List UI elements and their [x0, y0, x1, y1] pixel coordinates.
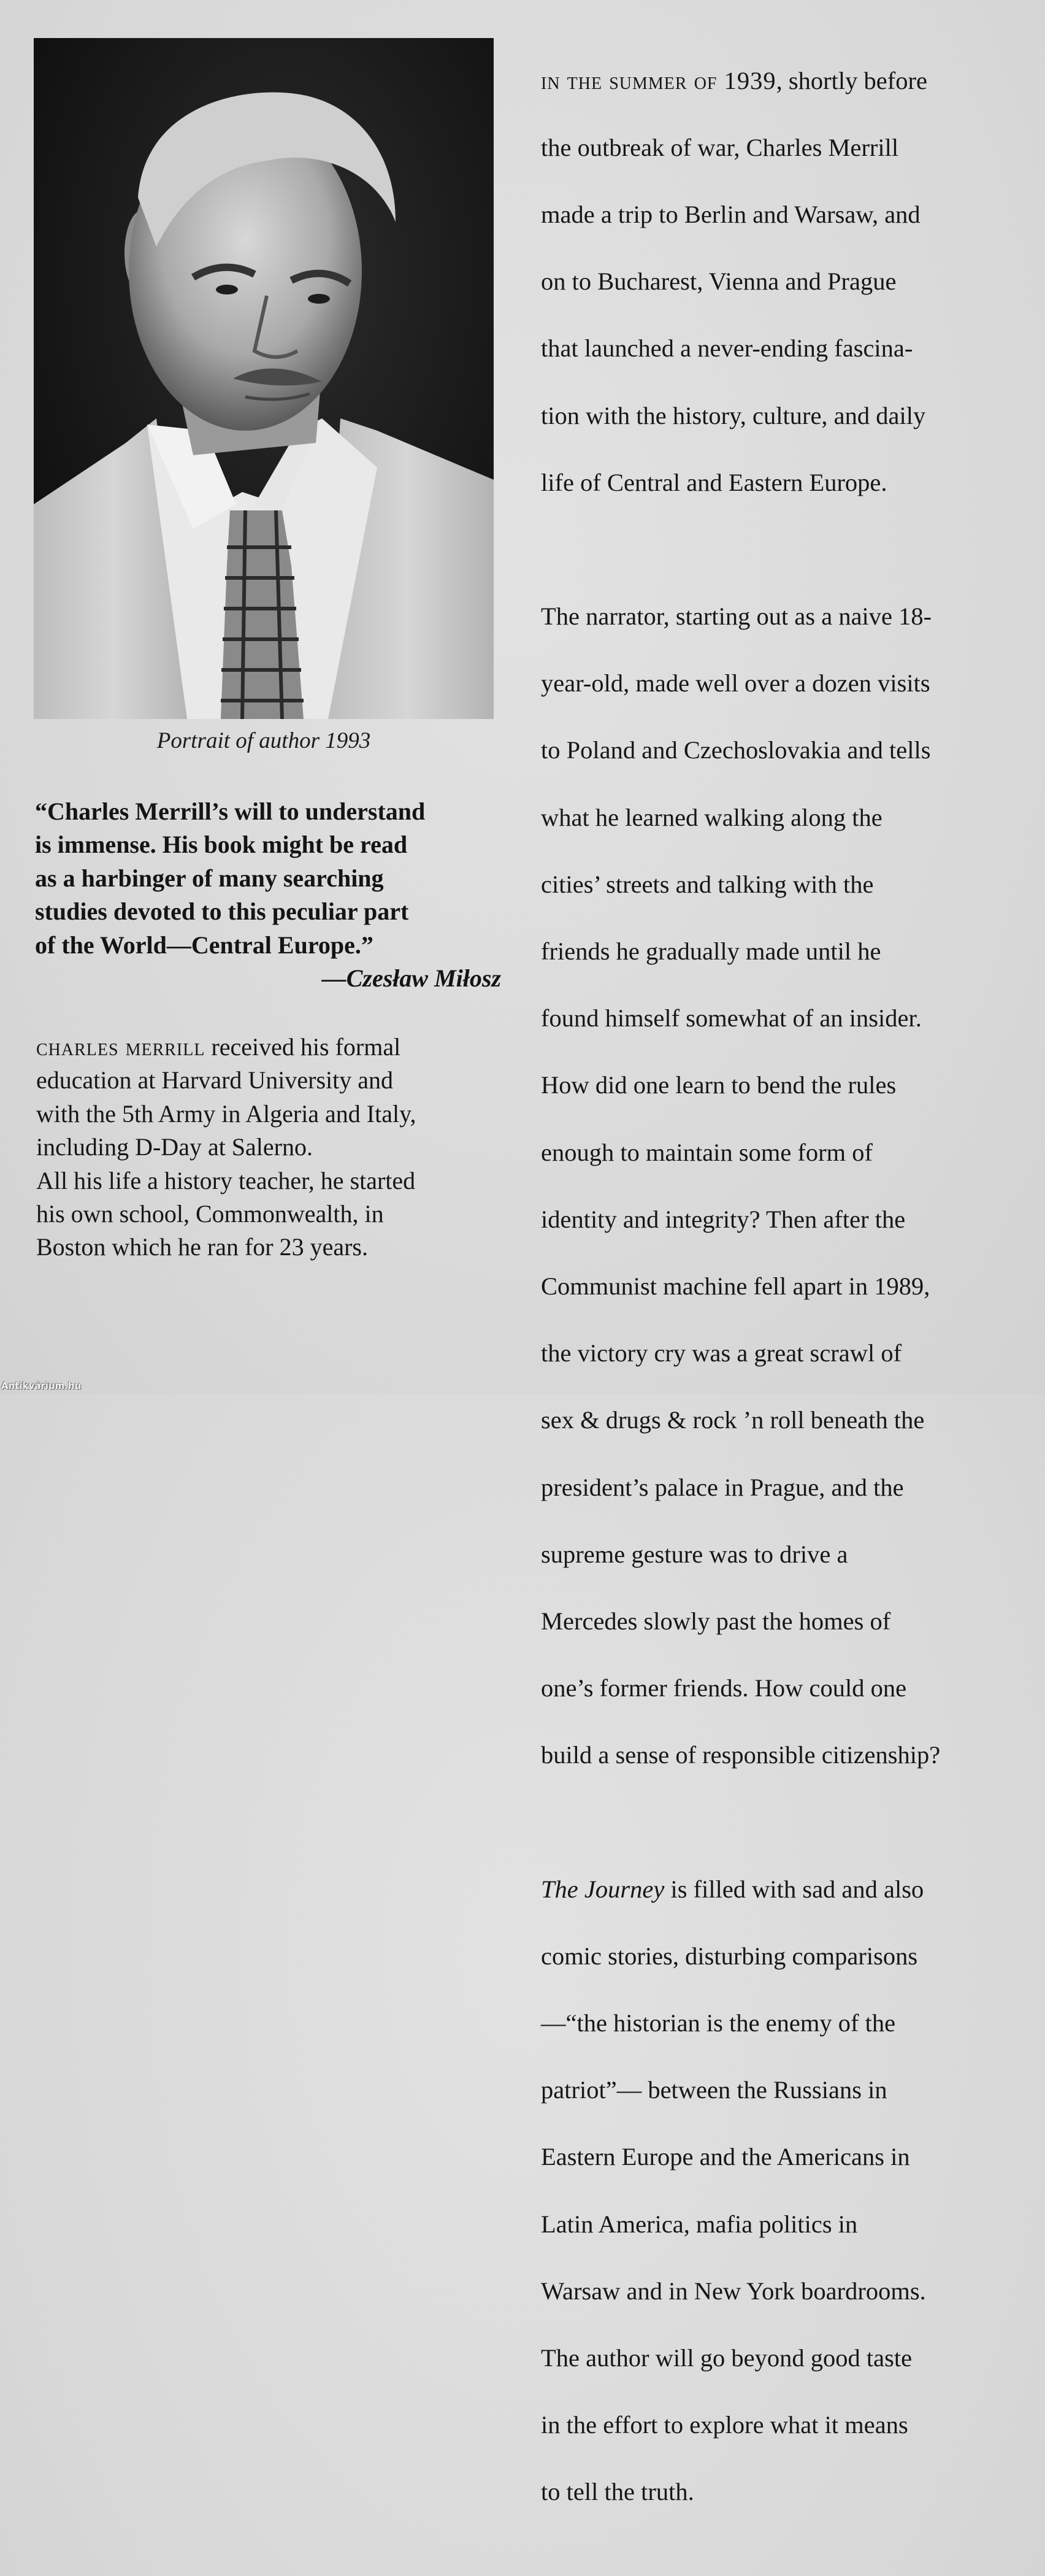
blurb-line: to Poland and Czechoslovakia and tells: [541, 736, 931, 764]
blurb-line: one’s former friends. How could one: [541, 1674, 907, 1702]
blurb-line: found himself somewhat of an insider.: [541, 1004, 922, 1032]
lead-smallcaps: in the summer of 1939: [541, 66, 776, 94]
quote-line: of the World—Central Europe.”: [35, 931, 373, 959]
blurb-text: , shortly before: [776, 66, 927, 94]
quote-attribution: —Czesław Miłosz: [321, 964, 501, 993]
photo-caption: Portrait of author 1993: [156, 728, 371, 753]
quote-line: studies devoted to this peculiar part: [35, 898, 409, 926]
blurb-line: president’s palace in Prague, and the: [541, 1473, 904, 1501]
blurb-line: [541, 64, 1025, 98]
blurb-line: the victory cry was a great scrawl of: [541, 1339, 902, 1367]
blurb-line: comic stories, disturbing comparisons: [541, 1942, 918, 1970]
bio-line: including D-Day at Salerno.: [36, 1133, 313, 1161]
blurb-line: The author will go beyond good taste: [541, 2343, 913, 2372]
blurb-line: that launched a never-ending fascina-: [541, 334, 913, 363]
quote-line: “Charles Merrill’s will to understand: [35, 798, 426, 825]
blurb-line: identity and integrity? Then after the: [541, 1205, 906, 1233]
blurb-line: to tell the truth.: [541, 2478, 694, 2506]
blurb-paragraph-3: [541, 1839, 1025, 2542]
quote-line: as a harbinger of many searching: [35, 864, 384, 892]
bio-line: All his life a history teacher, he started: [36, 1166, 416, 1194]
blurb-line: [541, 1873, 1025, 1907]
blurb-line: Mercedes slowly past the homes of: [541, 1607, 891, 1635]
blurb-line: Warsaw and in New York boardrooms.: [541, 2277, 926, 2305]
watermark-logo: Antikvárium.hu: [1, 1380, 82, 1391]
blurb-line: on to Bucharest, Vienna and Prague: [541, 267, 897, 296]
blurb-line: —“the historian is the enemy of the: [541, 2009, 896, 2037]
endorsement-quote: [35, 795, 501, 995]
blurb-line: Latin America, mafia politics in: [541, 2210, 858, 2238]
bio-line: with the 5th Army in Algeria and Italy,: [36, 1099, 416, 1128]
blurb-line: what he learned walking along the: [541, 803, 882, 831]
blurb-text: is filled with sad and also: [664, 1875, 924, 1903]
bio-line: education at Harvard University and: [36, 1066, 394, 1094]
blurb-line: made a trip to Berlin and Warsaw, and: [541, 200, 921, 228]
author-portrait-photo: [34, 38, 494, 719]
blurb-line: Communist machine fell apart in 1989,: [541, 1272, 930, 1300]
blurb-line: build a sense of responsible citizenship?: [541, 1741, 941, 1769]
blurb-line: tion with the history, culture, and daily: [541, 401, 926, 429]
blurb-line: the outbreak of war, Charles Merrill: [541, 133, 899, 161]
blurb-line: sex & drugs & rock ’n roll beneath the: [541, 1406, 925, 1434]
blurb-line: Eastern Europe and the Americans in: [541, 2143, 910, 2171]
bio-line: Boston which he ran for 23 years.: [36, 1233, 368, 1261]
author-bio: [36, 1031, 508, 1264]
blurb-line: cities’ streets and talking with the: [541, 870, 874, 898]
blurb-paragraph-2: [541, 567, 1025, 1806]
author-name-smallcaps: charles merrill: [36, 1033, 205, 1061]
blurb-line: year-old, made well over a dozen visits: [541, 669, 930, 698]
blurb-line: in the effort to explore what it means: [541, 2411, 908, 2439]
book-blurb: [541, 31, 1025, 2576]
portrait-illustration: [34, 38, 494, 719]
bio-line: his own school, Commonwealth, in: [36, 1200, 384, 1228]
blurb-line: The narrator, starting out as a naive 18-: [541, 602, 932, 631]
blurb-line: How did one learn to bend the rules: [541, 1071, 897, 1099]
quote-line: is immense. His book might be read: [35, 831, 408, 859]
blurb-line: friends he gradually made until he: [541, 937, 881, 966]
blurb-line: enough to maintain some form of: [541, 1138, 873, 1166]
book-title-italic: The Journey: [541, 1875, 665, 1903]
blurb-line: supreme gesture was to drive a: [541, 1540, 848, 1568]
bio-text: received his formal: [205, 1033, 401, 1061]
bio-line: [36, 1031, 508, 1064]
blurb-line: patriot”— between the Russians in: [541, 2076, 887, 2104]
blurb-paragraph-1: [541, 31, 1025, 533]
blurb-line: life of Central and Eastern Europe.: [541, 468, 887, 496]
